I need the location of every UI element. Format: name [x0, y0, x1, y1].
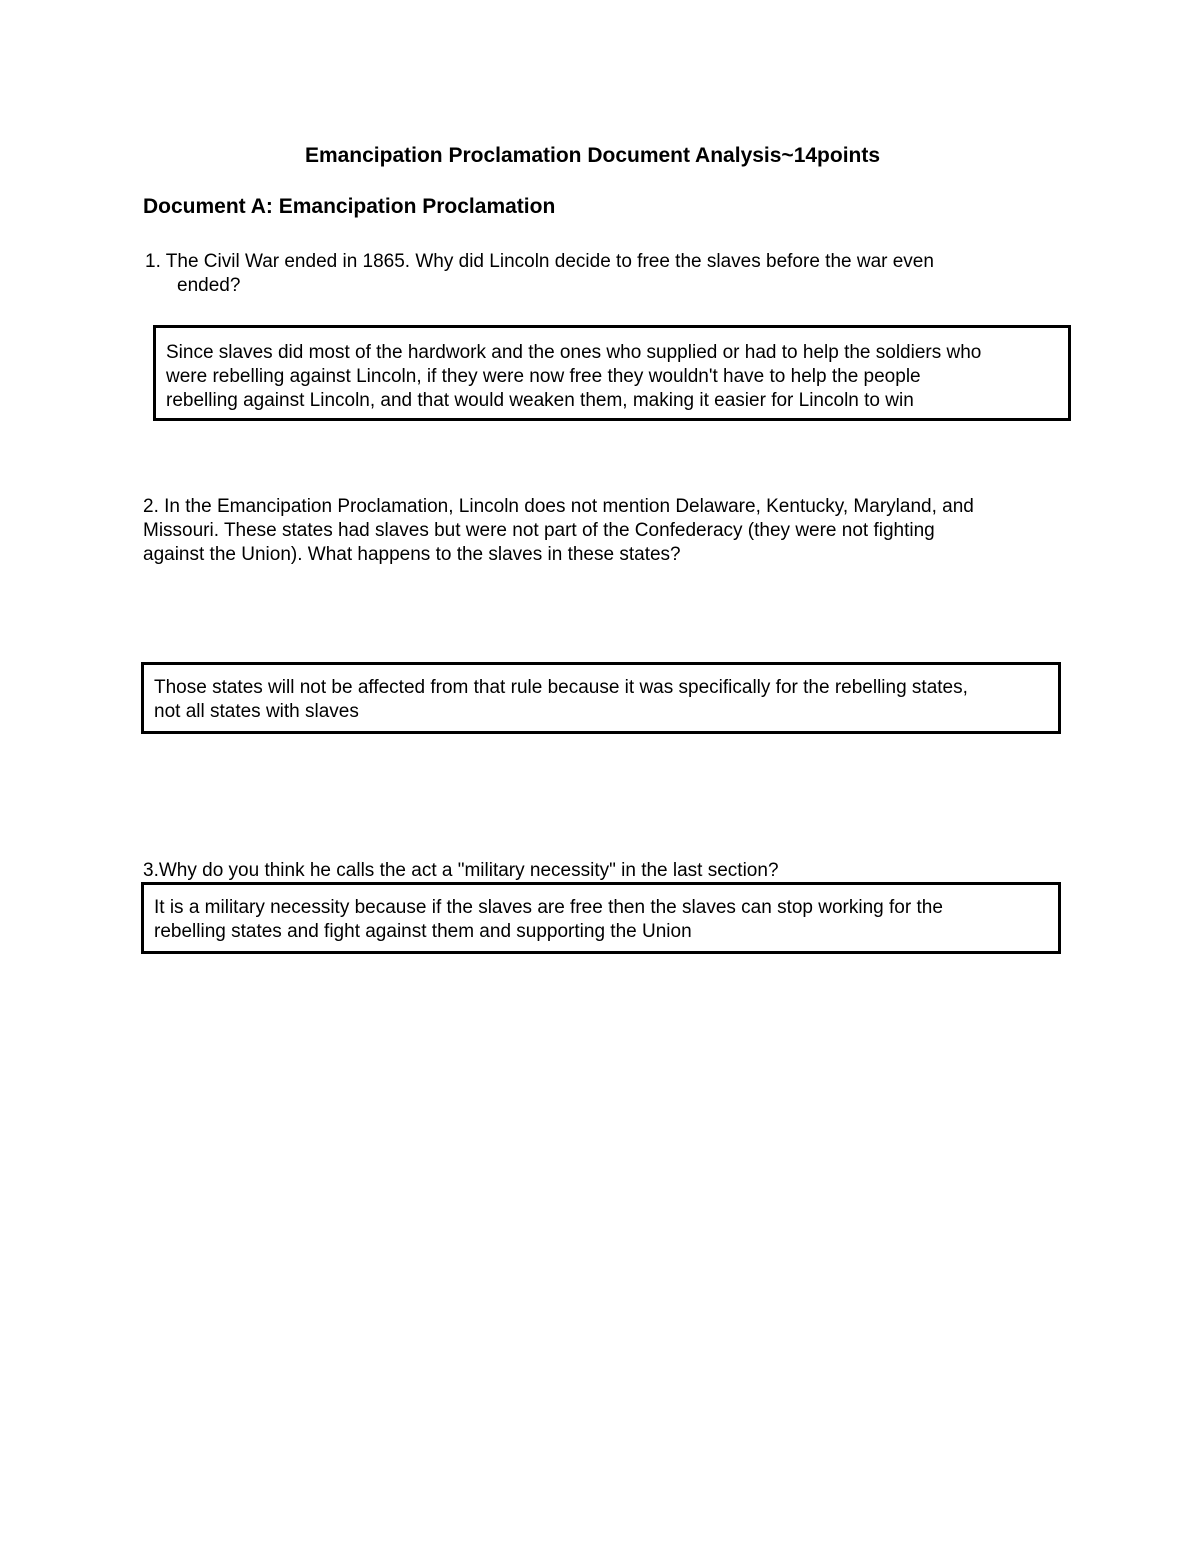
question-2-line-1: 2. In the Emancipation Proclamation, Lincoln does not mention Delaware, Kentucky, Maryland, and [143, 496, 974, 517]
answer-2-line-1: Those states will not be affected from that rule because it was specifically for the rebelling states, [154, 677, 968, 698]
answer-1-line-3: rebelling against Lincoln, and that would weaken them, making it easier for Lincoln to win [166, 390, 914, 411]
answer-1-line-1: Since slaves did most of the hardwork and the ones who supplied or had to help the soldiers who [166, 342, 982, 363]
answer-1-line-2: were rebelling against Lincoln, if they were now free they wouldn't have to help the people [166, 366, 921, 387]
question-3 [143, 859, 779, 883]
question-1-line-1: 1. The Civil War ended in 1865. Why did Lincoln decide to free the slaves before the war even [145, 251, 934, 272]
question-3-line-1: 3.Why do you think he calls the act a "military necessity" in the last section? [143, 860, 779, 881]
question-1 [145, 250, 934, 298]
answer-3-line-1: It is a military necessity because if the slaves are free then the slaves can stop working for the [154, 897, 943, 918]
answer-2-line-2: not all states with slaves [154, 701, 359, 722]
question-2-line-3: against the Union). What happens to the slaves in these states? [143, 544, 681, 565]
question-2-line-2: Missouri. These states had slaves but were not part of the Confederacy (they were not fighting [143, 520, 935, 541]
answer-box-1[interactable] [153, 325, 1071, 421]
question-2 [143, 495, 974, 567]
page-title: Emancipation Proclamation Document Analysis~14points [304, 144, 881, 167]
document-subtitle: Document A: Emancipation Proclamation [143, 195, 556, 218]
question-1-line-2: ended? [177, 275, 241, 296]
answer-3-line-2: rebelling states and fight against them and supporting the Union [154, 921, 692, 942]
answer-box-3[interactable] [141, 882, 1061, 954]
answer-box-2[interactable] [141, 662, 1061, 734]
